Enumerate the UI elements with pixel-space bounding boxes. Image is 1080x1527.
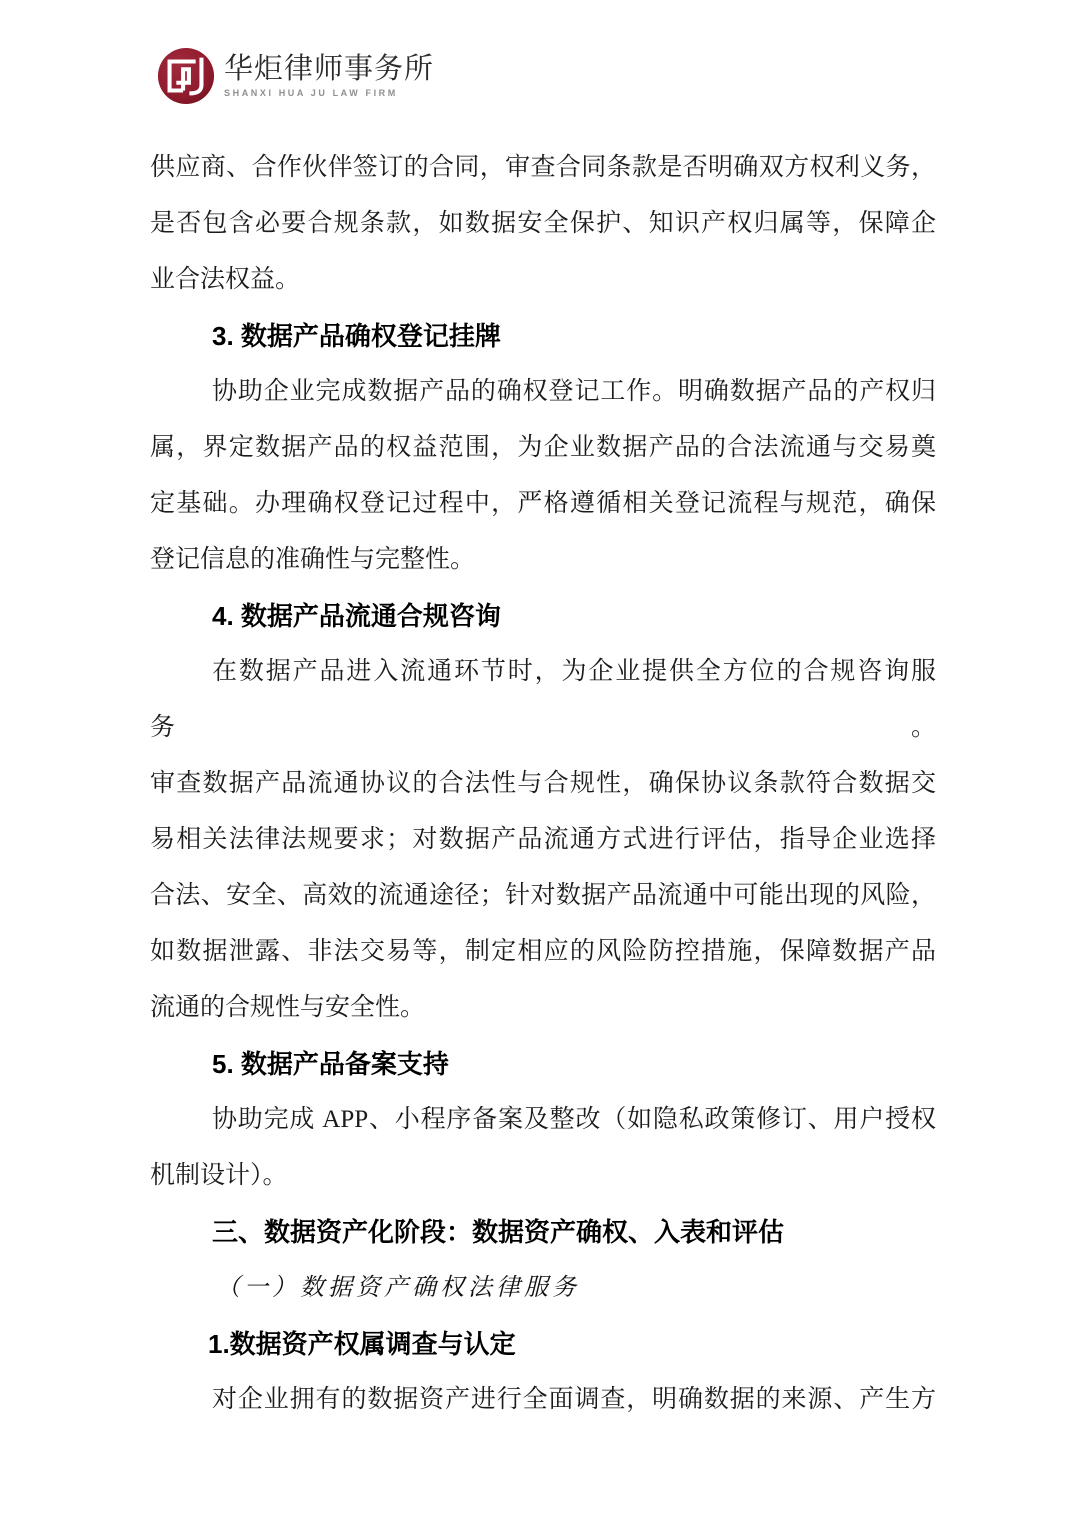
document-body	[150, 140, 936, 1428]
letterhead	[157, 47, 434, 105]
paragraph	[150, 364, 936, 588]
text-line: 合法、安全、高效的流通途径；针对数据产品流通中可能出现的风险，	[150, 882, 936, 909]
huaju-fret-monogram-icon	[157, 47, 215, 105]
lawfirm-name-en: SHANXI HUA JU LAW FIRM	[224, 87, 398, 98]
text-line: 定基础。办理确权登记过程中，严格遵循相关登记流程与规范，确保	[150, 490, 936, 517]
lawfirm-logo	[157, 47, 215, 105]
paragraph	[150, 644, 936, 1036]
num-heading: 3. 数据产品确权登记挂牌	[212, 321, 501, 351]
text-line: 易相关法律法规要求；对数据产品流通方式进行评估，指导企业选择	[150, 826, 936, 853]
paragraph	[150, 1092, 936, 1204]
text-line: 属，界定数据产品的权益范围，为企业数据产品的合法流通与交易奠	[150, 434, 936, 461]
paragraph	[150, 140, 936, 308]
text-line: 机制设计）。	[150, 1162, 288, 1189]
num-heading: 4. 数据产品流通合规咨询	[212, 601, 501, 631]
chapter-heading: 三、数据资产化阶段：数据资产确权、入表和评估	[212, 1217, 785, 1247]
text-line: 供应商、合作伙伴签订的合同，审查合同条款是否明确双方权利义务，	[150, 154, 936, 181]
text-line: 在数据产品进入流通环节时，为企业提供全方位的合规咨询服务。	[150, 658, 936, 741]
text-line: 是否包含必要合规条款，如数据安全保护、知识产权归属等，保障企	[150, 210, 936, 237]
text-line: 业合法权益。	[150, 266, 301, 293]
text-line: 登记信息的准确性与完整性。	[150, 546, 476, 573]
lawfirm-name-block	[224, 54, 434, 99]
text-line: 流通的合规性与安全性。	[150, 994, 426, 1021]
text-line: 协助完成 APP、小程序备案及整改（如隐私政策修订、用户授权	[212, 1106, 936, 1133]
text-line: 对企业拥有的数据资产进行全面调查，明确数据的来源、产生方	[212, 1386, 936, 1413]
lawfirm-name-cn: 华炬律师事务所	[224, 52, 435, 85]
kaiti-heading: （一）数据资产确权法律服务	[216, 1275, 580, 1301]
text-line: 协助企业完成数据产品的确权登记工作。明确数据产品的产权归	[212, 378, 936, 405]
num-heading: 5. 数据产品备案支持	[212, 1049, 449, 1079]
sub-heading: 1.数据资产权属调查与认定	[208, 1329, 516, 1359]
text-line: 如数据泄露、非法交易等，制定相应的风险防控措施，保障数据产品	[150, 938, 936, 965]
paragraph	[150, 1372, 936, 1428]
text-line: 审查数据产品流通协议的合法性与合规性，确保协议条款符合数据交	[150, 770, 936, 797]
